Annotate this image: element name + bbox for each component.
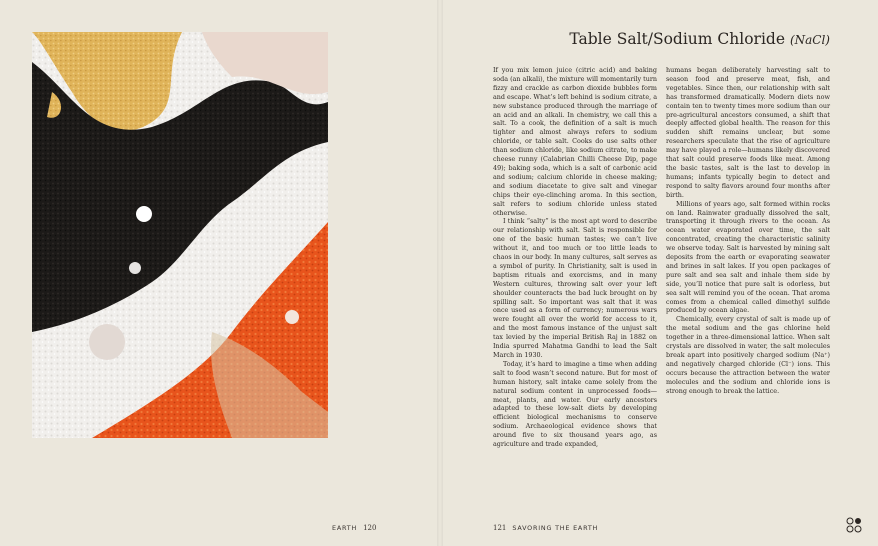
body-column-left	[493, 66, 657, 449]
folio-left	[332, 524, 382, 532]
four-dots-logo-icon	[846, 517, 862, 533]
title-formula: (NaCl)	[789, 33, 830, 47]
page-number-left: 120	[363, 524, 377, 532]
title-main: Table Salt/Sodium Chloride	[569, 30, 786, 48]
paragraph: humans began deliberately harvesting salt to season food and preserve meat, fish, and vegetables. Since then, our relationship with salt has transformed dramatically. Modern diets now contain ten to twenty times more sodium than our pre-agricultural ancestors consumed, a shift that deeply affected global health. The reason for this sudden shift remains unclear, but some researchers speculate that the rise of agriculture may have played a role—humans likely discovered that salt could preserve foods like meat. Among the basic tastes, salt is the last to develop in humans; infants typically begin to detect and respond to salty flavors around four months after birth.	[666, 66, 830, 199]
salt-photo	[32, 32, 328, 438]
folio-right	[493, 524, 598, 532]
folio-section-left: EARTH	[332, 524, 358, 532]
page-title	[470, 30, 830, 48]
folio-section-right: SAVORING THE EARTH	[512, 524, 599, 532]
body-column-right	[666, 66, 830, 396]
paragraph: Chemically, every crystal of salt is made up of the metal sodium and the gas chlorine held together in a three-dimensional lattice. When salt crystals are dissolved in water, the salt molecules break apart into positively charged sodium (Na⁺) and negatively charged chloride (Cl⁻) ions. This occurs because the attraction between the water molecules and the sodium and chloride ions is strong enough to break the lattice.	[666, 315, 830, 395]
paragraph: If you mix lemon juice (citric acid) and baking soda (an alkali), the mixture will momentarily turn fizzy and crackle as carbon dioxide bubbles form and escape. What’s left behind is sodium citrate, a new substance produced through the marriage of an acid and an alkali. In chemistry, we call this a salt. To a cook, the definition of a salt is much tighter and almost always refers to sodium chloride, or table salt. Cooks do use salts other than sodium chloride, like sodium citrate, to make cheese runny (Calabrian Chilli Cheese Dip, page 49); baking soda, which is a salt of carbonic acid and sodium; calcium chloride in cheese making; and sodium diacetate to give salt and vinegar chips their eye-clinching aroma. In this section, salt refers to sodium chloride unless stated otherwise.	[493, 66, 658, 217]
paragraph: Millions of years ago, salt formed within rocks on land. Rainwater gradually dissolved the salt, transporting it through rivers to the ocean. As ocean water evaporated over time, the salt concentrated, creating the characteristic salinity we observe today. Salt is harvested by mining salt deposits from the earth or evaporating seawater and brines in salt lakes. If you open packages of pure salt and sea salt and inhale them side by side, you’ll notice that pure salt is odorless, but sea salt will remind you of the ocean. That aroma comes from a chemical called dimethyl sulfide produced by ocean algae.	[666, 199, 830, 315]
page-gutter	[437, 0, 443, 546]
paragraph: Today, it’s hard to imagine a time when adding salt to food wasn’t second nature. But for most of human history, salt intake came solely from the natural sodium content in unprocessed foods—meat, plants, and water. Our early ancestors adapted to these low-salt diets by developing efficient biological mechanisms to conserve sodium. Archaeological evidence shows that around five to six thousand years ago, as agriculture and trade expanded,	[493, 359, 657, 449]
paragraph: I think “salty” is the most apt word to describe our relationship with salt. Salt is responsible for one of the basic human tastes; we can’t live without it, and too much or too little leads to chaos in our body. In many cultures, salt serves as a symbol of purity. In Christianity, salt is used in baptism rituals and exorcisms, and in many Western cultures, throwing salt over your left shoulder counteracts the bad luck brought on by spilling salt. So important was salt that it was once used as a form of currency; numerous wars were fought all over the world for access to it, and the most famous instance of the unjust salt tax levied by the imperial British Raj in 1882 on India spurred Mahatma Gandhi to lead the Salt March in 1930.	[493, 217, 657, 359]
salt-photo-illustration	[32, 32, 328, 438]
page-number-right: 121	[493, 524, 507, 532]
